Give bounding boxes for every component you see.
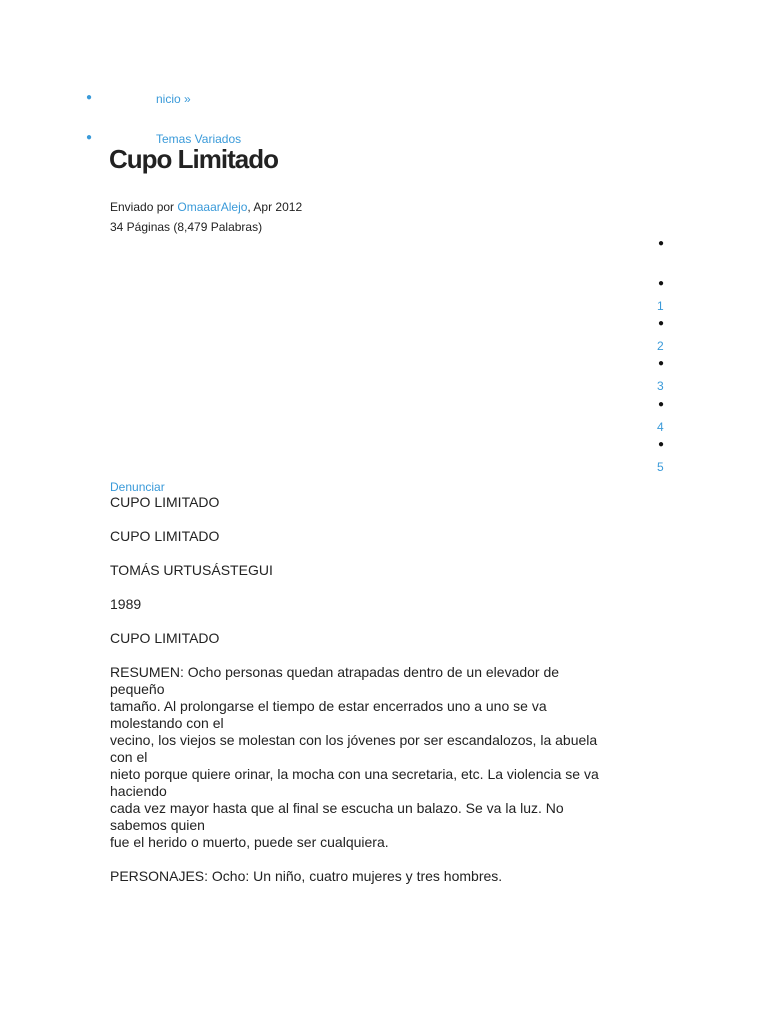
- summary-line: sabemos quien: [110, 817, 205, 833]
- page-link-3[interactable]: 3: [657, 379, 664, 393]
- page-link-2[interactable]: 2: [657, 339, 664, 353]
- bullet-icon: ●: [658, 238, 665, 249]
- breadcrumb-home-link[interactable]: nicio »: [156, 92, 191, 106]
- summary-line: vecino, los viejos se molestan con los jóvenes por ser escandalozos, la abuela: [110, 732, 598, 748]
- document-heading: CUPO LIMITADO: [110, 630, 220, 646]
- bullet-icon: ●: [658, 278, 665, 289]
- author-link[interactable]: OmaaarAlejo: [177, 200, 248, 214]
- bullet-icon: ●: [658, 439, 665, 450]
- sent-by-prefix: Enviado por: [110, 200, 178, 214]
- summary-line: nieto porque quiere orinar, la mocha con una secretaria, etc. La violencia se va: [110, 766, 599, 782]
- summary-line: molestando con el: [110, 715, 224, 731]
- summary-line: tamaño. Al prolongarse el tiempo de estar encerrados uno a uno se va: [110, 698, 547, 714]
- breadcrumb-category-link[interactable]: Temas Variados: [156, 132, 242, 146]
- document-heading: CUPO LIMITADO: [110, 494, 220, 510]
- summary-line: RESUMEN: Ocho personas quedan atrapadas dentro de un elevador de: [110, 664, 560, 680]
- document-heading: CUPO LIMITADO: [110, 528, 220, 544]
- bullet-icon: ●: [86, 92, 93, 103]
- page-title: Cupo Limitado: [109, 144, 278, 174]
- summary-line: cada vez mayor hasta que al final se escucha un balazo. Se va la luz. No: [110, 800, 564, 816]
- summary-paragraph: [110, 664, 655, 851]
- summary-line: pequeño: [110, 681, 165, 697]
- page-count-info: 34 Páginas (8,479 Palabras): [110, 220, 263, 234]
- page-link-4[interactable]: 4: [657, 420, 664, 434]
- sent-date: , Apr 2012: [247, 200, 303, 214]
- bullet-icon: ●: [658, 318, 665, 329]
- bullet-icon: ●: [86, 132, 93, 143]
- summary-line: con el: [110, 749, 148, 765]
- characters-paragraph: PERSONAJES: Ocho: Un niño, cuatro mujeres y tres hombres.: [110, 868, 503, 884]
- summary-line: fue el herido o muerto, puede ser cualquiera.: [110, 834, 389, 850]
- document-year: 1989: [110, 596, 142, 612]
- summary-line: haciendo: [110, 783, 167, 799]
- sent-by-line: [110, 200, 302, 214]
- report-link[interactable]: Denunciar: [110, 480, 165, 494]
- page-link-1[interactable]: 1: [657, 299, 664, 313]
- bullet-icon: ●: [658, 358, 665, 369]
- document-author: TOMÁS URTUSÁSTEGUI: [110, 562, 273, 578]
- document-content: [110, 494, 655, 902]
- bullet-icon: ●: [658, 399, 665, 410]
- page-link-5[interactable]: 5: [657, 460, 664, 474]
